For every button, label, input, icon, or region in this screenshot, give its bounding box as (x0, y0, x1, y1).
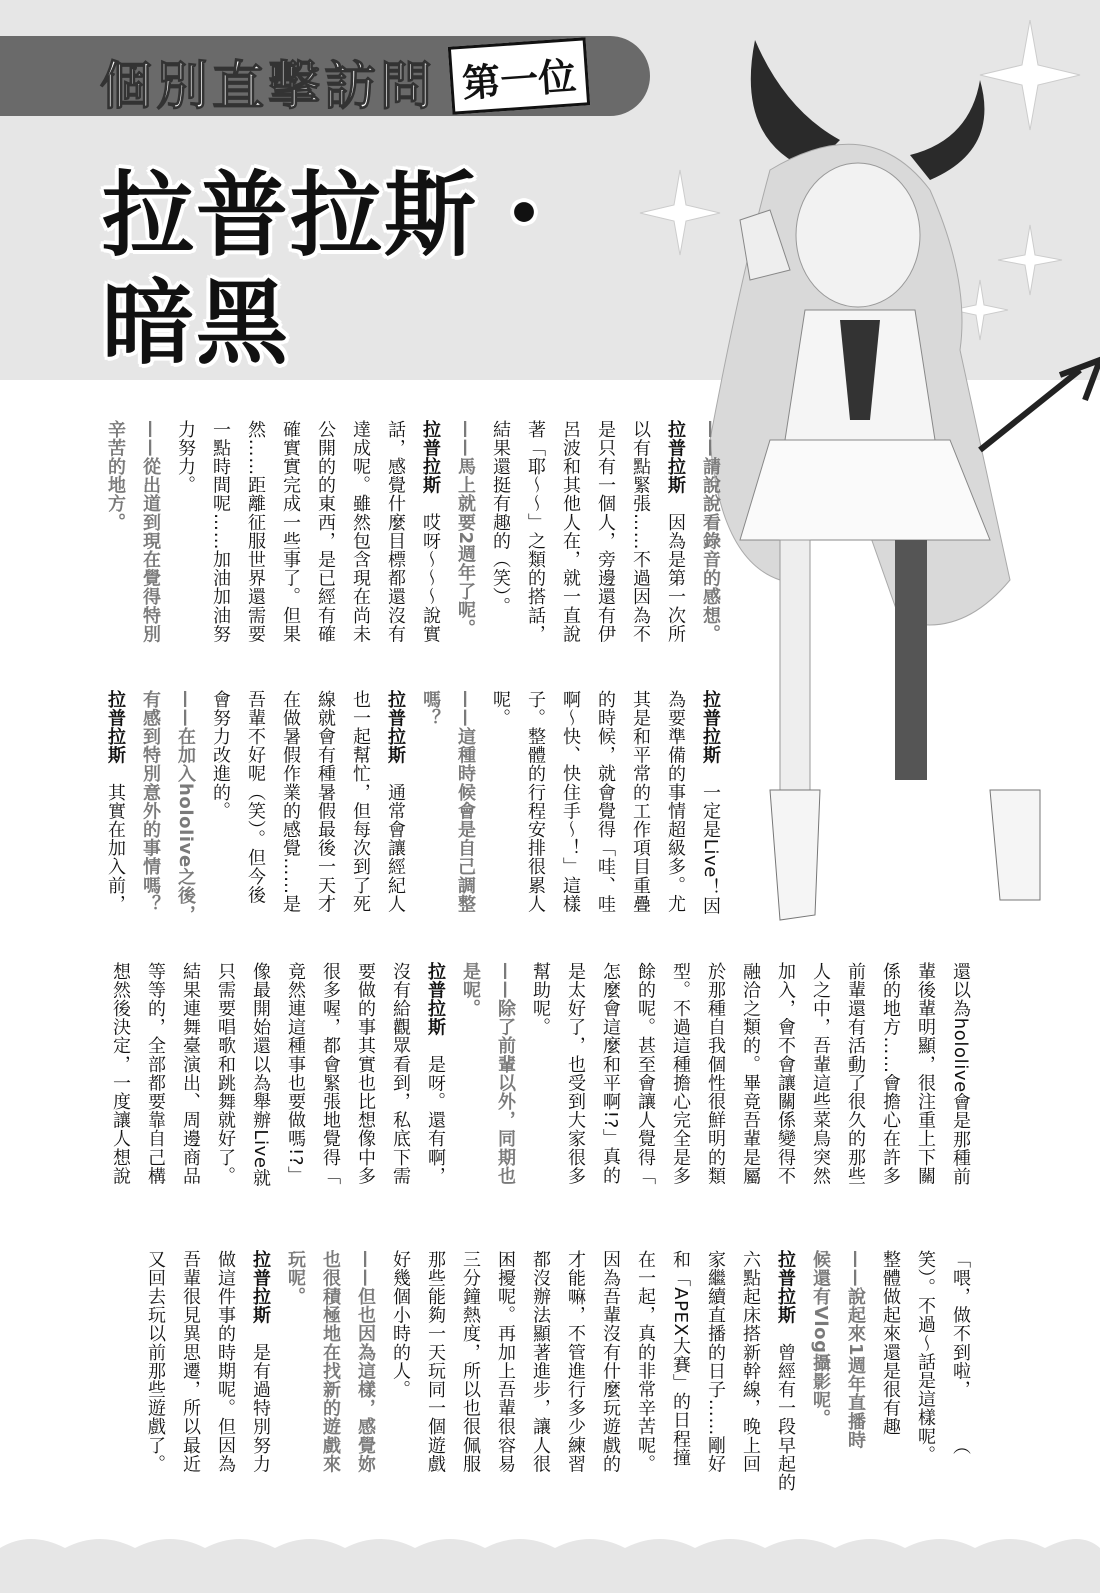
column-text: 想然後決定，一度讓人想說 (110, 962, 131, 1186)
speaker-name: 拉普拉斯 (425, 962, 446, 1037)
column-text: 怎麼會這麼和平啊!?」真的 (600, 962, 621, 1185)
answer-text-column (693, 690, 728, 924)
column-text: 呂波和其他人在，就一直說 (560, 420, 581, 644)
column-text: 達成呢。雖然包含現在尚未 (350, 420, 371, 644)
answer-text-column (558, 962, 593, 1187)
column-text: 像最開始還以為舉辦Live就 (250, 962, 271, 1188)
column-text: 在一起，真的非常辛苦呢。 (635, 1250, 656, 1474)
answer-text-column (383, 1250, 418, 1492)
column-text: ——說起來1週年直播時 (845, 1250, 866, 1450)
column-text: 線就會有種暑假最後一天才 (315, 690, 336, 914)
column-text: 吾輩很見異思遷，所以最近 (180, 1250, 201, 1474)
text-tier-2 (88, 690, 728, 924)
text-tier-4 (88, 1250, 978, 1492)
answer-text-column (518, 690, 553, 924)
column-text: 公開的的東西，是已經有確 (315, 420, 336, 644)
interview-question-column (278, 1250, 313, 1492)
column-text: 是有過特別努力 (250, 1324, 271, 1474)
column-text: 力努力。 (175, 420, 196, 495)
column-text: 確實實完成一些事了。但果 (280, 420, 301, 644)
answer-text-column (243, 1250, 278, 1492)
answer-text-column (838, 962, 873, 1187)
scallop-divider-bottom (0, 1528, 1100, 1593)
column-text: 吾輩不好呢（笑）。但今後 (245, 690, 266, 905)
answer-text-column (453, 1250, 488, 1492)
column-text: ——在加入hololive之後， (175, 690, 196, 924)
answer-text-column (698, 1250, 733, 1492)
column-text: 呢。 (490, 690, 511, 728)
answer-text-column (208, 1250, 243, 1492)
answer-text-column (278, 962, 313, 1187)
column-text: ——除了前輩以外，同期也 (495, 962, 516, 1186)
column-text: 話，感覺什麼目標都還沒有 (385, 420, 406, 644)
answer-text-column (238, 420, 273, 643)
column-text: 那些能夠一天玩同一個遊戲 (425, 1250, 446, 1474)
column-text: 等等的，全部都要靠自己構 (145, 962, 166, 1186)
speaker-name: 拉普拉斯 (700, 690, 721, 765)
answer-text-column (308, 690, 343, 924)
answer-text-column (553, 420, 588, 643)
column-text: 整體做起來還是很有趣 (880, 1250, 901, 1436)
column-text: 前輩還有活動了很久的那些 (845, 962, 866, 1186)
text-tier-3 (88, 962, 978, 1187)
column-text: 好幾個小時的人。 (390, 1250, 411, 1399)
column-text: 通常會讓經紀人 (385, 764, 406, 914)
answer-text-column (873, 1250, 908, 1492)
column-text: ——從出道到現在覺得特別 (140, 420, 161, 644)
column-text: 的時候，就會覺得「哇、哇 (595, 690, 616, 914)
answer-text-column (208, 962, 243, 1187)
column-text: 加入，會不會讓關係變得不 (775, 962, 796, 1186)
column-text: 會努力改進的。 (210, 690, 231, 821)
answer-text-column (663, 1250, 698, 1492)
answer-text-column (103, 962, 138, 1187)
answer-text-column (238, 690, 273, 924)
interview-question-column (98, 420, 133, 643)
column-text: 和「APEX大賽」的日程撞 (670, 1250, 691, 1467)
answer-text-column (418, 1250, 453, 1492)
answer-text-column (413, 420, 448, 643)
column-text: 候還有Vlog攝影呢。 (810, 1250, 831, 1428)
column-text: 有感到特別意外的事情嗎？ (140, 690, 161, 914)
answer-text-column (658, 690, 693, 924)
interview-question-column (133, 690, 168, 924)
answer-text-column (658, 420, 693, 643)
column-text: 一點時間呢……加油加油努 (210, 420, 231, 644)
column-text: 結果連舞臺演出、周邊商品 (180, 962, 201, 1186)
column-text: 在做暑假作業的感覺……是 (280, 690, 301, 914)
column-text: 幫助呢。 (530, 962, 551, 1037)
column-text: 人之中，吾輩這些菜鳥突然 (810, 962, 831, 1186)
answer-text-column (173, 962, 208, 1187)
column-text: 六點起床搭新幹線，晚上回 (740, 1250, 761, 1474)
answer-text-column (623, 690, 658, 924)
answer-text-column (483, 690, 518, 924)
interview-question-column (838, 1250, 873, 1492)
column-text: 啊～快、快住手～！」這樣 (560, 690, 581, 914)
answer-text-column (733, 1250, 768, 1492)
answer-text-column (488, 1250, 523, 1492)
column-text: 其是和平常的工作項目重疊 (630, 690, 651, 914)
column-text: 哎呀～～～說實 (420, 494, 441, 644)
answer-text-column (588, 420, 623, 643)
column-text: 只需要唱歌和跳舞就好了。 (215, 962, 236, 1186)
speaker-name: 拉普拉斯 (420, 420, 441, 495)
column-text: 融洽之類的。畢竟吾輩是屬 (740, 962, 761, 1186)
answer-text-column (628, 1250, 663, 1492)
column-text: 於那種自我個性很鮮明的類 (705, 962, 726, 1186)
column-text: 型。不過這種擔心完全是多 (670, 962, 691, 1186)
column-text: 沒有給觀眾看到，私底下需 (390, 962, 411, 1186)
answer-text-column (623, 420, 658, 643)
answer-text-column (168, 420, 203, 643)
column-text: 家繼續直播的日子……剛好 (705, 1250, 726, 1474)
answer-text-column (803, 962, 838, 1187)
answer-text-column (308, 420, 343, 643)
column-text: 很多喔，都會緊張地覺得「 (320, 962, 341, 1186)
answer-text-column (553, 690, 588, 924)
answer-text-column (733, 962, 768, 1187)
column-text: 還以為hololive會是那種前 (950, 962, 971, 1186)
column-text: 辛苦的地方。 (105, 420, 126, 532)
column-text: 又回去玩以前那些遊戲了。 (145, 1250, 166, 1474)
interview-question-column (348, 1250, 383, 1492)
speaker-name: 拉普拉斯 (385, 690, 406, 765)
column-text: ——請說說看錄音的感想。 (700, 420, 721, 644)
answer-text-column (343, 690, 378, 924)
answer-text-column (313, 962, 348, 1187)
column-text: 才能嘛，不管進行多少練習 (565, 1250, 586, 1474)
answer-text-column (383, 962, 418, 1187)
column-text: 是只有一個人，旁邊還有伊 (595, 420, 616, 644)
column-text: 因為是第一次所 (665, 494, 686, 644)
answer-text-column (523, 962, 558, 1187)
interview-question-column (803, 1250, 838, 1492)
column-text: ——但也因為這樣，感覺妳 (355, 1250, 376, 1474)
column-text: 為要準備的事情超級多。尤 (665, 690, 686, 914)
answer-text-column (518, 420, 553, 643)
interview-question-column (453, 962, 488, 1187)
column-text: 結果還挺有趣的（笑）。 (490, 420, 511, 616)
column-text: 其實在加入前， (105, 764, 126, 914)
answer-text-column (173, 1250, 208, 1492)
rank-badge: 第一位 (448, 37, 590, 114)
answer-text-column (483, 420, 518, 643)
column-text: ——這種時候會是自己調整 (455, 690, 476, 914)
answer-text-column (138, 962, 173, 1187)
answer-text-column (243, 962, 278, 1187)
answer-text-column (943, 962, 978, 1187)
interview-question-column (168, 690, 203, 924)
interview-question-column (133, 420, 168, 643)
column-text: 子。整體的行程安排很累人 (525, 690, 546, 914)
answer-text-column (768, 962, 803, 1187)
answer-text-column (203, 690, 238, 924)
answer-text-column (663, 962, 698, 1187)
column-text: 一定是Live！因 (700, 764, 721, 916)
interview-question-column (448, 420, 483, 643)
answer-text-column (378, 690, 413, 924)
interview-question-column (413, 690, 448, 924)
interview-question-column (488, 962, 523, 1187)
column-text: 以有點緊張……不過因為不 (630, 420, 651, 644)
answer-text-column (348, 962, 383, 1187)
column-text: 也很積極地在找新的遊戲來 (320, 1250, 341, 1474)
answer-text-column (418, 962, 453, 1187)
answer-text-column (378, 420, 413, 643)
column-text: 因為吾輩沒有什麼玩遊戲的 (600, 1250, 621, 1474)
interview-question-column (448, 690, 483, 924)
column-text: 著「耶～～」之類的搭話， (525, 420, 546, 644)
answer-text-column (943, 1250, 978, 1492)
answer-text-column (588, 690, 623, 924)
answer-text-column (698, 962, 733, 1187)
section-title: 個別直擊訪問 (100, 57, 437, 117)
column-text: 是呢。 (460, 962, 481, 1018)
speaker-name: 拉普拉斯 (775, 1250, 796, 1325)
answer-text-column (273, 420, 308, 643)
answer-text-column (558, 1250, 593, 1492)
answer-text-column (138, 1250, 173, 1492)
column-text: ——馬上就要2週年了呢。 (455, 420, 476, 638)
interviewee-name-line2: 暗黑 (102, 270, 291, 377)
answer-text-column (873, 962, 908, 1187)
answer-text-column (908, 1250, 943, 1492)
column-text: 要做的事其實也比想像中多 (355, 962, 376, 1186)
column-text: 也一起幫忙，但每次到了死 (350, 690, 371, 914)
interview-question-column (693, 420, 728, 643)
text-tier-1 (88, 420, 728, 643)
speaker-name: 拉普拉斯 (250, 1250, 271, 1325)
speaker-name: 拉普拉斯 (105, 690, 126, 765)
column-text: 都沒辦法顯著進步，讓人很 (530, 1250, 551, 1474)
answer-text-column (523, 1250, 558, 1492)
answer-text-column (628, 962, 663, 1187)
answer-text-column (593, 962, 628, 1187)
speaker-name: 拉普拉斯 (665, 420, 686, 495)
column-text: 餘的呢。甚至會讓人覺得「 (635, 962, 656, 1186)
column-text: 玩呢。 (285, 1250, 306, 1306)
column-text: 係的地方……會擔心在許多 (880, 962, 901, 1186)
column-text: 困擾呢。再加上吾輩很容易 (495, 1250, 516, 1474)
column-text: 嗎？ (420, 690, 441, 728)
answer-text-column (768, 1250, 803, 1492)
column-text: 曾經有一段早起的 (775, 1324, 796, 1492)
column-text: 是太好了，也受到大家很多 (565, 962, 586, 1186)
column-text: 做這件事的時期呢。但因為 (215, 1250, 236, 1474)
column-text: 竟然連這種事也要做嗎!?」 (285, 962, 306, 1185)
answer-text-column (203, 420, 238, 643)
interviewee-name-line1: 拉普拉斯・ (102, 162, 573, 269)
column-text: 是呀。還有啊， (425, 1036, 446, 1186)
column-text: 笑）。不過～話是這樣呢。 (915, 1250, 936, 1465)
answer-text-column (343, 420, 378, 643)
column-text: 然……距離征服世界還需要 (245, 420, 266, 644)
column-text: 三分鐘熱度，所以也很佩服 (460, 1250, 481, 1474)
answer-text-column (593, 1250, 628, 1492)
answer-text-column (273, 690, 308, 924)
interview-question-column (313, 1250, 348, 1492)
answer-text-column (908, 962, 943, 1187)
column-text: 「喂，做不到啦， （ (950, 1250, 971, 1456)
answer-text-column (98, 690, 133, 924)
column-text: 輩後輩明顯，很注重上下關 (915, 962, 936, 1186)
